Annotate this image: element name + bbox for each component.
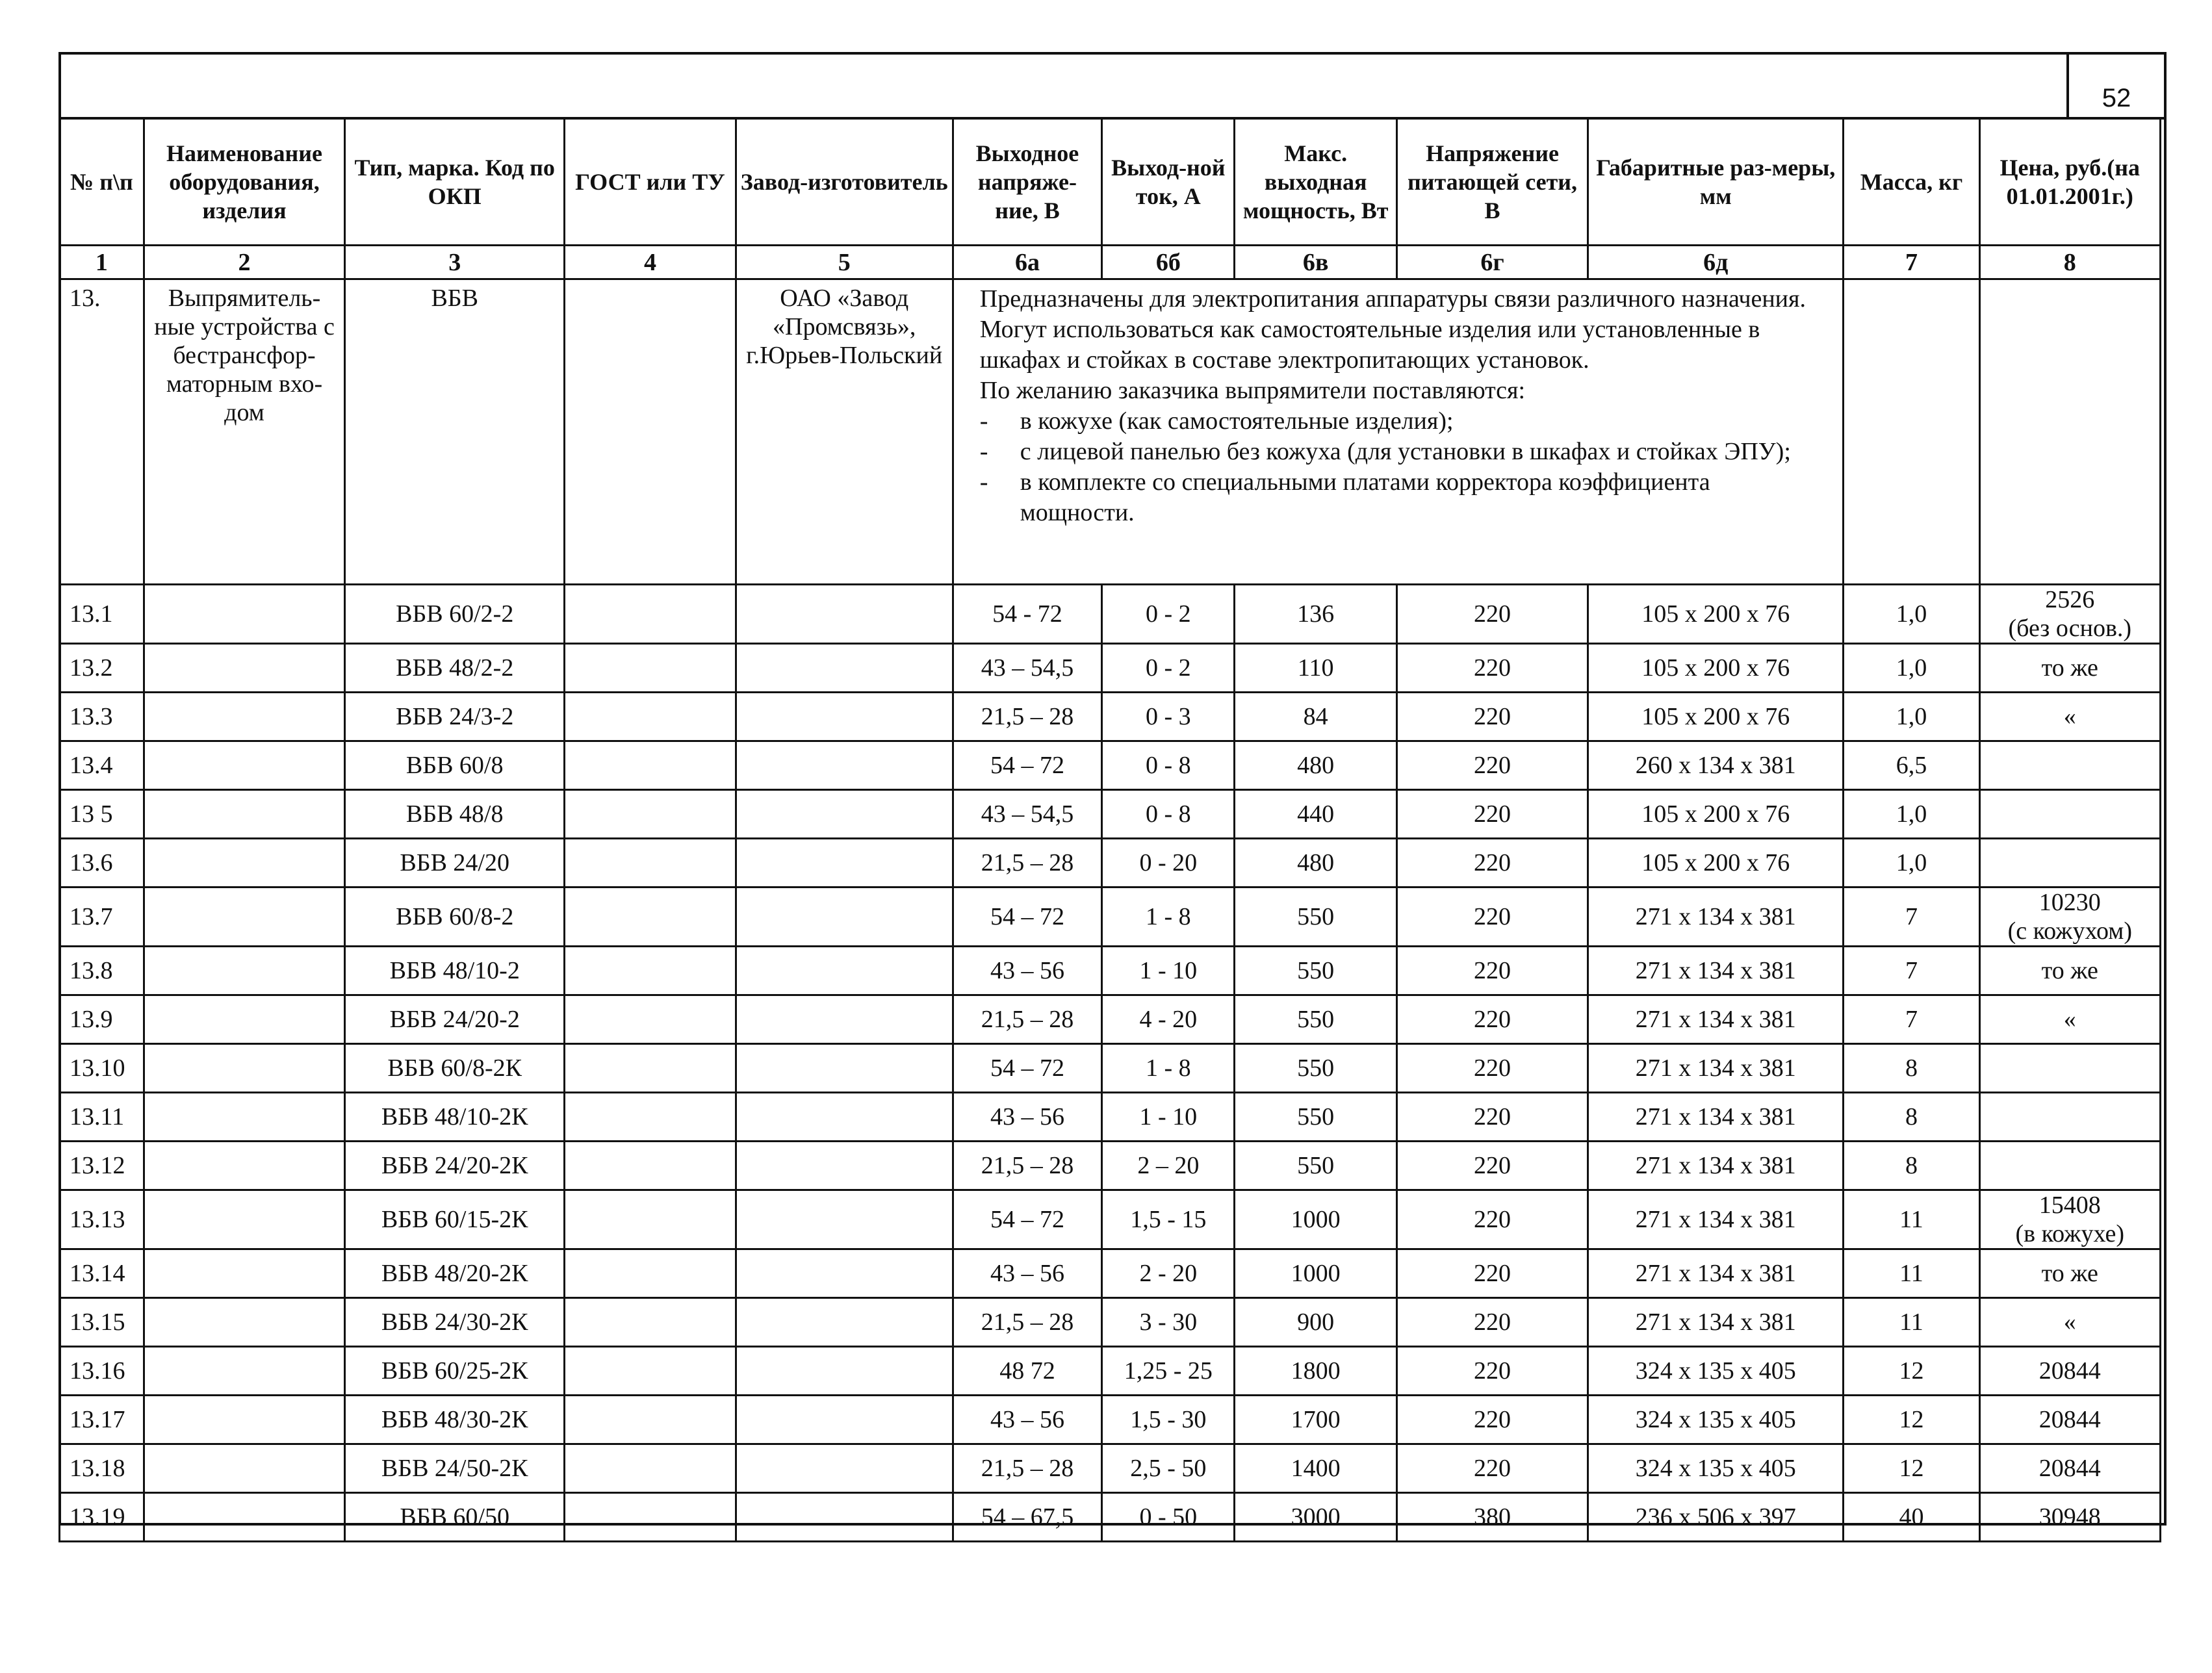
header-cell: Напряжение питающей сети, В — [1396, 118, 1588, 246]
row-dimensions: 271 х 134 х 381 — [1588, 1093, 1844, 1142]
row-number: 13.7 — [60, 888, 144, 947]
row-price: 20844 — [1979, 1444, 2160, 1493]
row-price — [1979, 790, 2160, 839]
row-manufacturer — [736, 1249, 953, 1298]
row-name — [144, 839, 344, 888]
row-dimensions: 271 х 134 х 381 — [1588, 1249, 1844, 1298]
row-mass: 1,0 — [1844, 585, 1979, 644]
row-mass: 6,5 — [1844, 741, 1979, 790]
row-output-current: 0 - 20 — [1102, 839, 1235, 888]
row-output-current: 1 - 8 — [1102, 888, 1235, 947]
description-bullet: - в комплекте со специальными платами корректора коэффициента мощности. — [980, 467, 1826, 528]
row-name — [144, 1093, 344, 1142]
row-supply-voltage: 220 — [1396, 1044, 1588, 1093]
row-name — [144, 995, 344, 1044]
row-dimensions: 105 х 200 х 76 — [1588, 644, 1844, 693]
header-cell: Наименование оборудования, изделия — [144, 118, 344, 246]
row-manufacturer — [736, 741, 953, 790]
row-max-power: 550 — [1235, 995, 1396, 1044]
row-type: ВБВ 48/20-2К — [345, 1249, 565, 1298]
column-number: 5 — [736, 246, 953, 279]
row-output-current: 1,5 - 15 — [1102, 1190, 1235, 1249]
row-mass: 11 — [1844, 1249, 1979, 1298]
header-cell: Цена, руб.(на 01.01.2001г.) — [1979, 118, 2160, 246]
row-number: 13.18 — [60, 1444, 144, 1493]
row-mass: 8 — [1844, 1044, 1979, 1093]
row-output-voltage: 43 – 54,5 — [953, 644, 1101, 693]
row-price: 30948 — [1979, 1493, 2160, 1542]
row-manufacturer — [736, 790, 953, 839]
row-mass: 12 — [1844, 1347, 1979, 1396]
header-cell: № п\п — [60, 118, 144, 246]
row-mass: 1,0 — [1844, 693, 1979, 741]
column-number: 6д — [1588, 246, 1844, 279]
column-number: 6а — [953, 246, 1101, 279]
description-bullet: - в кожухе (как самостоятельные изделия); — [980, 406, 1826, 437]
row-max-power: 550 — [1235, 888, 1396, 947]
row-type: ВБВ 48/10-2 — [345, 947, 565, 995]
row-price — [1979, 741, 2160, 790]
description-bullet: - с лицевой панелью без кожуха (для установки в шкафах и стойках ЭПУ); — [980, 437, 1826, 467]
row-supply-voltage: 220 — [1396, 1190, 1588, 1249]
row-manufacturer — [736, 1444, 953, 1493]
page-number: 52 — [2102, 84, 2131, 112]
row-name — [144, 1249, 344, 1298]
row-price — [1979, 1044, 2160, 1093]
row-max-power: 550 — [1235, 1142, 1396, 1190]
row-mass: 7 — [1844, 995, 1979, 1044]
row-type: ВБВ 60/8-2К — [345, 1044, 565, 1093]
row-output-current: 0 - 8 — [1102, 741, 1235, 790]
row-mass: 8 — [1844, 1142, 1979, 1190]
row-dimensions: 105 х 200 х 76 — [1588, 585, 1844, 644]
row-number: 13.15 — [60, 1298, 144, 1347]
row-manufacturer — [736, 644, 953, 693]
table-row — [60, 1249, 2161, 1298]
row-number: 13.10 — [60, 1044, 144, 1093]
row-output-voltage: 21,5 – 28 — [953, 1142, 1101, 1190]
row-output-current: 1,5 - 30 — [1102, 1396, 1235, 1444]
column-number: 2 — [144, 246, 344, 279]
row-type: ВБВ 48/8 — [345, 790, 565, 839]
row-gost — [565, 1044, 736, 1093]
row-max-power: 110 — [1235, 644, 1396, 693]
price-value: 2526 — [2045, 586, 2095, 613]
column-number: 3 — [345, 246, 565, 279]
row-output-voltage: 54 – 72 — [953, 1190, 1101, 1249]
group-type: ВБВ — [345, 279, 565, 585]
row-number: 13.17 — [60, 1396, 144, 1444]
row-manufacturer — [736, 888, 953, 947]
row-name — [144, 1396, 344, 1444]
row-number: 13.8 — [60, 947, 144, 995]
table-row — [60, 1493, 2161, 1542]
row-manufacturer — [736, 1093, 953, 1142]
row-gost — [565, 741, 736, 790]
column-number: 6г — [1396, 246, 1588, 279]
row-gost — [565, 1444, 736, 1493]
row-type: ВБВ 24/20-2 — [345, 995, 565, 1044]
row-output-voltage: 43 – 56 — [953, 1093, 1101, 1142]
row-dimensions: 271 х 134 х 381 — [1588, 1044, 1844, 1093]
group-name: Выпрямитель-ные устройства с бестрансфор-маторным вхо-дом — [144, 279, 344, 585]
row-type: ВБВ 60/50 — [345, 1493, 565, 1542]
group-number: 13. — [60, 279, 144, 585]
row-output-voltage: 43 – 56 — [953, 1249, 1101, 1298]
row-max-power: 900 — [1235, 1298, 1396, 1347]
row-max-power: 1000 — [1235, 1190, 1396, 1249]
row-max-power: 84 — [1235, 693, 1396, 741]
row-type: ВБВ 60/8-2 — [345, 888, 565, 947]
row-type: ВБВ 24/3-2 — [345, 693, 565, 741]
row-manufacturer — [736, 1190, 953, 1249]
row-supply-voltage: 220 — [1396, 1249, 1588, 1298]
row-mass: 8 — [1844, 1093, 1979, 1142]
row-output-current: 2,5 - 50 — [1102, 1444, 1235, 1493]
row-mass: 1,0 — [1844, 790, 1979, 839]
row-manufacturer — [736, 995, 953, 1044]
row-max-power: 550 — [1235, 1044, 1396, 1093]
row-name — [144, 790, 344, 839]
table-row — [60, 1298, 2161, 1347]
row-output-current: 2 - 20 — [1102, 1249, 1235, 1298]
row-gost — [565, 888, 736, 947]
row-name — [144, 644, 344, 693]
row-number: 13.12 — [60, 1142, 144, 1190]
row-output-voltage: 54 - 72 — [953, 585, 1101, 644]
row-dimensions: 105 х 200 х 76 — [1588, 693, 1844, 741]
table-row — [60, 839, 2161, 888]
group-price — [1979, 279, 2160, 585]
row-mass: 12 — [1844, 1444, 1979, 1493]
table-row — [60, 790, 2161, 839]
row-type: ВБВ 60/15-2К — [345, 1190, 565, 1249]
table-row — [60, 585, 2161, 644]
row-price: то же — [1979, 947, 2160, 995]
row-dimensions: 260 х 134 х 381 — [1588, 741, 1844, 790]
column-number: 6б — [1102, 246, 1235, 279]
row-output-current: 1 - 10 — [1102, 947, 1235, 995]
row-dimensions: 105 х 200 х 76 — [1588, 790, 1844, 839]
row-gost — [565, 947, 736, 995]
price-note: (в кожухе) — [2015, 1220, 2125, 1247]
row-mass: 1,0 — [1844, 839, 1979, 888]
row-output-current: 2 – 20 — [1102, 1142, 1235, 1190]
row-output-voltage: 21,5 – 28 — [953, 995, 1101, 1044]
group-description — [953, 279, 1844, 585]
row-gost — [565, 585, 736, 644]
row-name — [144, 1142, 344, 1190]
table-row — [60, 644, 2161, 693]
row-output-current: 0 - 50 — [1102, 1493, 1235, 1542]
row-max-power: 136 — [1235, 585, 1396, 644]
header-cell: Завод-изготовитель — [736, 118, 953, 246]
row-output-current: 0 - 2 — [1102, 644, 1235, 693]
header-band — [61, 55, 2164, 120]
row-dimensions: 324 х 135 х 405 — [1588, 1396, 1844, 1444]
row-name — [144, 1298, 344, 1347]
row-number: 13.6 — [60, 839, 144, 888]
row-number: 13.19 — [60, 1493, 144, 1542]
row-type: ВБВ 60/2-2 — [345, 585, 565, 644]
row-dimensions: 271 х 134 х 381 — [1588, 888, 1844, 947]
column-number: 6в — [1235, 246, 1396, 279]
row-name — [144, 1190, 344, 1249]
row-output-voltage: 54 – 72 — [953, 741, 1101, 790]
column-number: 7 — [1844, 246, 1979, 279]
row-output-voltage: 54 – 67,5 — [953, 1493, 1101, 1542]
row-gost — [565, 1249, 736, 1298]
row-dimensions: 271 х 134 х 381 — [1588, 1142, 1844, 1190]
row-price: « — [1979, 1298, 2160, 1347]
row-max-power: 550 — [1235, 1093, 1396, 1142]
row-gost — [565, 1347, 736, 1396]
row-price: « — [1979, 693, 2160, 741]
row-mass: 40 — [1844, 1493, 1979, 1542]
row-supply-voltage: 220 — [1396, 585, 1588, 644]
table-row — [60, 1044, 2161, 1093]
row-output-current: 4 - 20 — [1102, 995, 1235, 1044]
row-number: 13.16 — [60, 1347, 144, 1396]
equipment-table — [58, 117, 2161, 1542]
row-output-voltage: 21,5 – 28 — [953, 1444, 1101, 1493]
row-output-voltage: 21,5 – 28 — [953, 693, 1101, 741]
table-row — [60, 693, 2161, 741]
row-type: ВБВ 24/20 — [345, 839, 565, 888]
row-output-voltage: 21,5 – 28 — [953, 839, 1101, 888]
group-manufacturer: ОАО «Завод «Промсвязь», г.Юрьев-Польский — [736, 279, 953, 585]
table-row — [60, 947, 2161, 995]
table-row — [60, 1396, 2161, 1444]
row-name — [144, 1493, 344, 1542]
table-row — [60, 888, 2161, 947]
row-output-current: 0 - 3 — [1102, 693, 1235, 741]
table-header-row — [60, 118, 2161, 246]
row-max-power: 480 — [1235, 741, 1396, 790]
row-max-power: 1000 — [1235, 1249, 1396, 1298]
row-dimensions: 271 х 134 х 381 — [1588, 1190, 1844, 1249]
group-mass — [1844, 279, 1979, 585]
row-supply-voltage: 220 — [1396, 644, 1588, 693]
row-supply-voltage: 220 — [1396, 1093, 1588, 1142]
row-type: ВБВ 24/50-2К — [345, 1444, 565, 1493]
row-gost — [565, 1093, 736, 1142]
row-output-voltage: 43 – 54,5 — [953, 790, 1101, 839]
row-output-current: 1 - 8 — [1102, 1044, 1235, 1093]
row-supply-voltage: 220 — [1396, 839, 1588, 888]
row-supply-voltage: 220 — [1396, 995, 1588, 1044]
header-cell: Габаритные раз-меры, мм — [1588, 118, 1844, 246]
row-max-power: 440 — [1235, 790, 1396, 839]
row-max-power: 550 — [1235, 947, 1396, 995]
document-sheet — [58, 52, 2167, 1531]
row-max-power: 480 — [1235, 839, 1396, 888]
row-max-power: 3000 — [1235, 1493, 1396, 1542]
row-name — [144, 1444, 344, 1493]
header-cell: ГОСТ или ТУ — [565, 118, 736, 246]
page-number-box — [2066, 55, 2164, 120]
table-row — [60, 1347, 2161, 1396]
row-type: ВБВ 48/30-2К — [345, 1396, 565, 1444]
row-supply-voltage: 220 — [1396, 1444, 1588, 1493]
price-value: 15408 — [2038, 1192, 2101, 1219]
column-number: 8 — [1979, 246, 2160, 279]
row-number: 13.4 — [60, 741, 144, 790]
table-row — [60, 1142, 2161, 1190]
row-gost — [565, 1298, 736, 1347]
row-output-voltage: 43 – 56 — [953, 947, 1101, 995]
row-supply-voltage: 220 — [1396, 1298, 1588, 1347]
row-output-current: 3 - 30 — [1102, 1298, 1235, 1347]
group-intro-row — [60, 279, 2161, 585]
row-price — [1979, 585, 2160, 644]
row-gost — [565, 1190, 736, 1249]
row-mass: 12 — [1844, 1396, 1979, 1444]
row-dimensions: 271 х 134 х 381 — [1588, 947, 1844, 995]
header-cell: Тип, марка. Код по ОКП — [345, 118, 565, 246]
row-supply-voltage: 220 — [1396, 947, 1588, 995]
row-max-power: 1400 — [1235, 1444, 1396, 1493]
row-type: ВБВ 48/10-2К — [345, 1093, 565, 1142]
row-name — [144, 947, 344, 995]
row-manufacturer — [736, 693, 953, 741]
row-manufacturer — [736, 1493, 953, 1542]
row-supply-voltage: 380 — [1396, 1493, 1588, 1542]
row-supply-voltage: 220 — [1396, 888, 1588, 947]
group-gost — [565, 279, 736, 585]
row-supply-voltage: 220 — [1396, 790, 1588, 839]
row-price — [1979, 1190, 2160, 1249]
row-max-power: 1700 — [1235, 1396, 1396, 1444]
row-name — [144, 888, 344, 947]
row-gost — [565, 1493, 736, 1542]
row-type: ВБВ 60/8 — [345, 741, 565, 790]
header-cell: Выходное напряже-ние, В — [953, 118, 1101, 246]
row-output-voltage: 21,5 – 28 — [953, 1298, 1101, 1347]
row-price — [1979, 1093, 2160, 1142]
row-number: 13.11 — [60, 1093, 144, 1142]
row-price — [1979, 888, 2160, 947]
table-row — [60, 1444, 2161, 1493]
table-row — [60, 1190, 2161, 1249]
row-mass: 1,0 — [1844, 644, 1979, 693]
row-number: 13.13 — [60, 1190, 144, 1249]
description-paragraph: По желанию заказчика выпрямители поставляются: — [979, 377, 1526, 404]
row-name — [144, 741, 344, 790]
table-row — [60, 995, 2161, 1044]
row-number: 13.14 — [60, 1249, 144, 1298]
row-gost — [565, 1142, 736, 1190]
price-note: (без основ.) — [2008, 615, 2132, 642]
row-mass: 7 — [1844, 888, 1979, 947]
row-gost — [565, 644, 736, 693]
row-manufacturer — [736, 1298, 953, 1347]
row-mass: 11 — [1844, 1190, 1979, 1249]
row-output-voltage: 43 – 56 — [953, 1396, 1101, 1444]
row-price: 20844 — [1979, 1347, 2160, 1396]
row-mass: 11 — [1844, 1298, 1979, 1347]
row-output-current: 1 - 10 — [1102, 1093, 1235, 1142]
row-name — [144, 1347, 344, 1396]
row-manufacturer — [736, 839, 953, 888]
row-type: ВБВ 60/25-2К — [345, 1347, 565, 1396]
row-mass: 7 — [1844, 947, 1979, 995]
row-manufacturer — [736, 1044, 953, 1093]
row-dimensions: 324 х 135 х 405 — [1588, 1347, 1844, 1396]
row-number: 13.1 — [60, 585, 144, 644]
column-number-row — [60, 246, 2161, 279]
row-price: 20844 — [1979, 1396, 2160, 1444]
row-number: 13.2 — [60, 644, 144, 693]
row-manufacturer — [736, 1396, 953, 1444]
row-price: « — [1979, 995, 2160, 1044]
row-gost — [565, 995, 736, 1044]
header-cell: Выход-ной ток, А — [1102, 118, 1235, 246]
row-price — [1979, 839, 2160, 888]
row-supply-voltage: 220 — [1396, 1396, 1588, 1444]
row-gost — [565, 790, 736, 839]
row-type: ВБВ 24/20-2К — [345, 1142, 565, 1190]
row-supply-voltage: 220 — [1396, 741, 1588, 790]
row-number: 13 5 — [60, 790, 144, 839]
row-name — [144, 585, 344, 644]
row-output-current: 0 - 8 — [1102, 790, 1235, 839]
row-price — [1979, 1142, 2160, 1190]
row-dimensions: 271 х 134 х 381 — [1588, 995, 1844, 1044]
header-cell: Масса, кг — [1844, 118, 1979, 246]
row-dimensions: 236 х 506 х 397 — [1588, 1493, 1844, 1542]
row-manufacturer — [736, 1347, 953, 1396]
row-name — [144, 693, 344, 741]
row-number: 13.9 — [60, 995, 144, 1044]
row-type: ВБВ 24/30-2К — [345, 1298, 565, 1347]
row-output-voltage: 54 – 72 — [953, 1044, 1101, 1093]
row-dimensions: 105 х 200 х 76 — [1588, 839, 1844, 888]
price-value: 10230 — [2038, 889, 2101, 916]
column-number: 4 — [565, 246, 736, 279]
row-output-voltage: 48 72 — [953, 1347, 1101, 1396]
row-supply-voltage: 220 — [1396, 1142, 1588, 1190]
row-price: то же — [1979, 644, 2160, 693]
row-output-current: 0 - 2 — [1102, 585, 1235, 644]
row-manufacturer — [736, 947, 953, 995]
row-gost — [565, 693, 736, 741]
table-row — [60, 741, 2161, 790]
header-cell: Макс. выходная мощность, Вт — [1235, 118, 1396, 246]
row-output-voltage: 54 – 72 — [953, 888, 1101, 947]
row-supply-voltage: 220 — [1396, 1347, 1588, 1396]
row-type: ВБВ 48/2-2 — [345, 644, 565, 693]
row-max-power: 1800 — [1235, 1347, 1396, 1396]
row-dimensions: 324 х 135 х 405 — [1588, 1444, 1844, 1493]
price-note: (с кожухом) — [2007, 917, 2132, 945]
row-gost — [565, 1396, 736, 1444]
row-gost — [565, 839, 736, 888]
row-manufacturer — [736, 585, 953, 644]
row-price: то же — [1979, 1249, 2160, 1298]
row-name — [144, 1044, 344, 1093]
column-number: 1 — [60, 246, 144, 279]
table-row — [60, 1093, 2161, 1142]
row-supply-voltage: 220 — [1396, 693, 1588, 741]
row-output-current: 1,25 - 25 — [1102, 1347, 1235, 1396]
row-manufacturer — [736, 1142, 953, 1190]
description-paragraph: Предназначены для электропитания аппаратуры связи различного назначения. Могут использоваться как самостоятельные изделия или установленные в шкафах и стойках в составе электропитающих установок. — [979, 285, 1806, 374]
row-number: 13.3 — [60, 693, 144, 741]
row-dimensions: 271 х 134 х 381 — [1588, 1298, 1844, 1347]
